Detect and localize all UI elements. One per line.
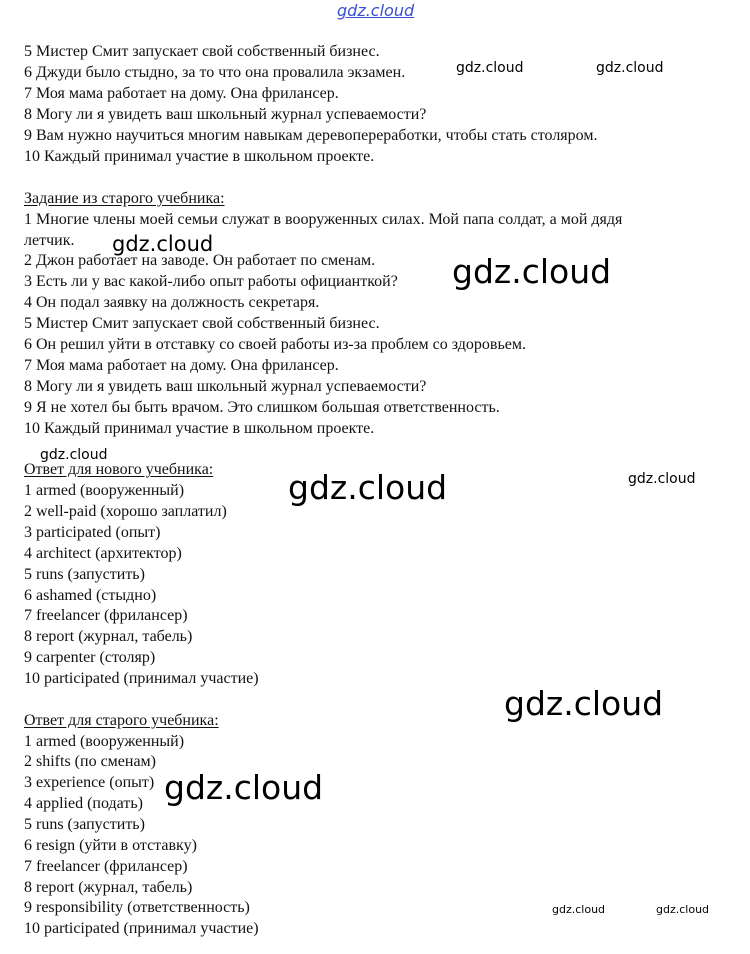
text-line: 4 Он подал заявку на должность секретаря. [24,294,320,311]
watermark: gdz.cloud [452,252,612,291]
text-line: летчик. [24,232,75,249]
answer-line: 7 freelancer (фрилансер) [24,858,188,875]
answer-line: 7 freelancer (фрилансер) [24,607,188,624]
watermark: gdz.cloud [337,1,415,20]
answer-line: 8 report (журнал, табель) [24,628,193,645]
text-line: 8 Могу ли я увидеть ваш школьный журнал успеваемости? [24,378,427,395]
text-line: 7 Моя мама работает на дому. Она фрилансер. [24,357,339,374]
text-line: 5 Мистер Смит запускает свой собственный бизнес. [24,43,380,60]
text-line: 7 Моя мама работает на дому. Она фрилансер. [24,85,339,102]
text-line: 9 Я не хотел бы быть врачом. Это слишком большая ответственность. [24,399,500,416]
text-line: 1 Многие члены моей семьи служат в вооруженных силах. Мой папа солдат, а мой дядя [24,211,623,228]
answer-line: 6 ashamed (стыдно) [24,587,157,604]
text-line: 6 Джуди было стыдно, за то что она провалила экзамен. [24,64,406,81]
watermark: gdz.cloud [112,232,214,256]
section-heading-old-task: Задание из старого учебника: [24,190,225,207]
answer-line: 5 runs (запустить) [24,566,145,583]
section-heading-new-answers: Ответ для нового учебника: [24,461,214,478]
text-line: 8 Могу ли я увидеть ваш школьный журнал успеваемости? [24,106,427,123]
text-line: 2 Джон работает на заводе. Он работает по сменам. [24,252,376,269]
answer-line: 5 runs (запустить) [24,816,145,833]
watermark: gdz.cloud [552,903,606,916]
watermark: gdz.cloud [656,903,710,916]
answer-line: 3 experience (опыт) [24,774,155,791]
watermark: gdz.cloud [504,684,664,723]
answer-line: 10 participated (принимал участие) [24,920,259,937]
watermark: gdz.cloud [164,768,324,807]
text-line: 9 Вам нужно научиться многим навыкам деревопереработки, чтобы стать столяром. [24,127,598,144]
watermark: gdz.cloud [456,60,524,76]
text-line: 3 Есть ли у вас какой-либо опыт работы официанткой? [24,273,398,290]
watermark: gdz.cloud [40,447,108,463]
answer-line: 6 resign (уйти в отставку) [24,837,197,854]
text-line: 10 Каждый принимал участие в школьном проекте. [24,148,375,165]
answer-line: 9 carpenter (столяр) [24,649,156,666]
answer-line: 8 report (журнал, табель) [24,879,193,896]
answer-line: 10 participated (принимал участие) [24,670,259,687]
watermark: gdz.cloud [596,60,664,76]
section-heading-old-answers: Ответ для старого учебника: [24,712,219,729]
answer-line: 1 armed (вооруженный) [24,482,185,499]
text-line: 10 Каждый принимал участие в школьном проекте. [24,420,375,437]
answer-line: 9 responsibility (ответственность) [24,899,250,916]
answer-line: 4 applied (подать) [24,795,143,812]
text-line: 5 Мистер Смит запускает свой собственный бизнес. [24,315,380,332]
answer-line: 2 shifts (по сменам) [24,753,157,770]
answer-line: 3 participated (опыт) [24,524,161,541]
text-line: 6 Он решил уйти в отставку со своей работы из-за проблем со здоровьем. [24,336,527,353]
answer-line: 1 armed (вооруженный) [24,733,185,750]
watermark: gdz.cloud [288,468,448,507]
watermark: gdz.cloud [628,471,696,487]
answer-line: 2 well-paid (хорошо заплатил) [24,503,227,520]
answer-line: 4 architect (архитектор) [24,545,182,562]
